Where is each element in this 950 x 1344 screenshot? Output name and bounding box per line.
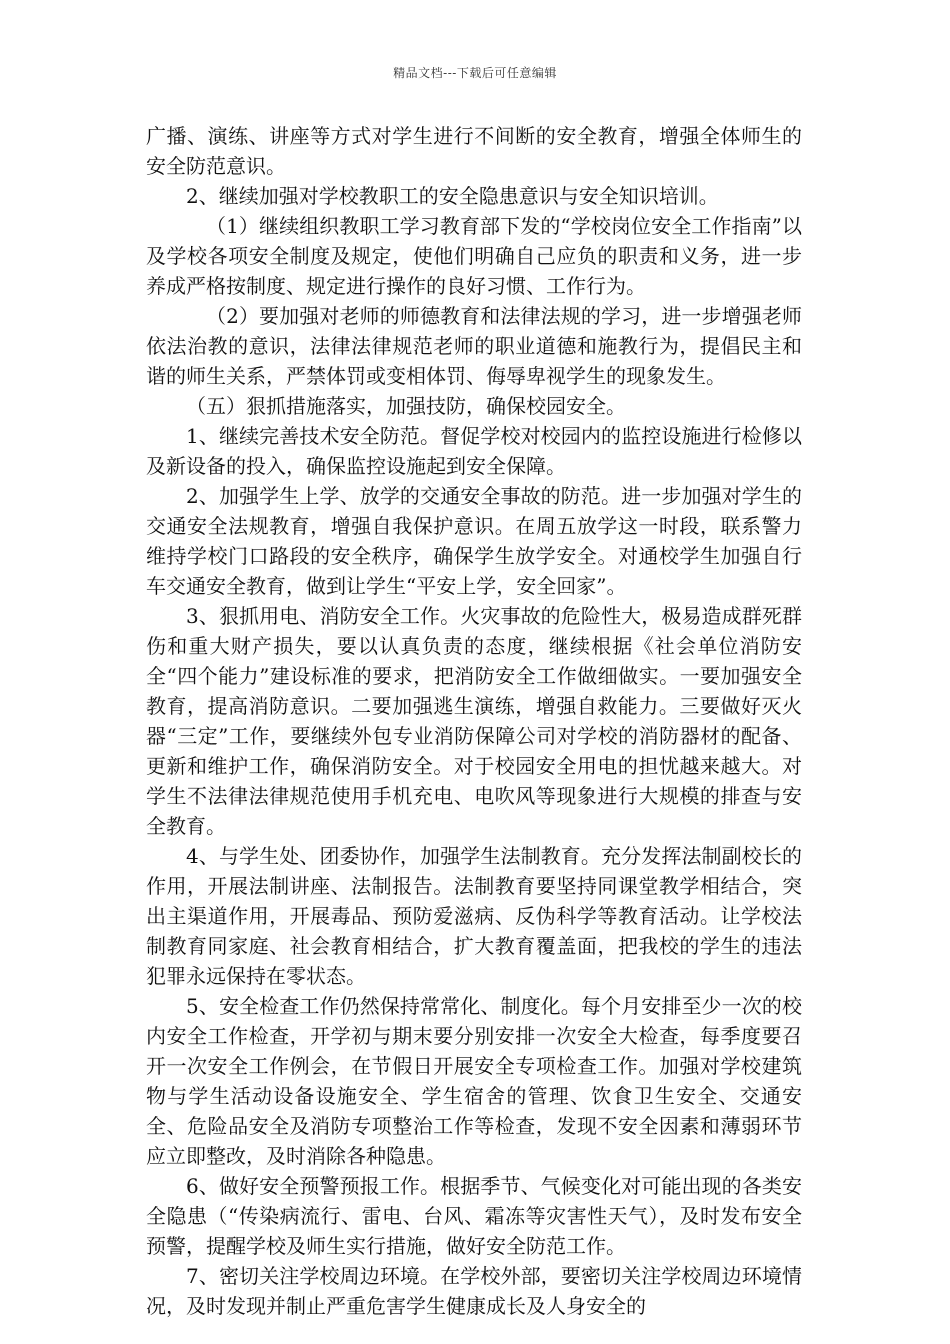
paragraph-item-5: 5、安全检查工作仍然保持常常化、制度化。每个月安排至少一次的校内安全工作检查，开学初与期末要分别安排一次安全大检查，每季度要召开一次安全工作例会，在节假日开展安全专项检查工作。加强对学校建筑物与学生活动设备设施安全、学生宿舍的管理、饮食卫生安全、交通安全、危险品安全及消防专项整治工作等检查，发现不安全因素和薄弱环节应立即整改，及时消除各种隐患。 xyxy=(146,994,802,1168)
paragraph-item-4: 4、与学生处、团委协作，加强学生法制教育。充分发挥法制副校长的作用，开展法制讲座、法制报告。法制教育要坚持同课堂教学相结合，突出主渠道作用，开展毒品、预防爱滋病、反伪科学等教育活动。让学校法制教育同家庭、社会教育相结合，扩大教育覆盖面，把我校的学生的违法犯罪永远保持在零状态。 xyxy=(146,844,802,988)
document-body xyxy=(146,121,802,1321)
paragraph-subitem-2: （2）要加强对老师的师德教育和法律法规的学习，进一步增强老师依法治教的意识，法律法律规范老师的职业道德和施教行为，提倡民主和谐的师生关系，严禁体罚或变相体罚、侮辱卑视学生的现象发生。 xyxy=(146,304,802,388)
paragraph-item-2: 2、继续加强对学校教职工的安全隐患意识与安全知识培训。 xyxy=(186,184,719,208)
paragraph-item-3: 3、狠抓用电、消防安全工作。火灾事故的危险性大，极易造成群死群伤和重大财产损失，要以认真负责的态度，继续根据《社会单位消防安全“四个能力”建设标准的要求，把消防安全工作做细做实。一要加强安全教育，提高消防意识。二要加强逃生演练，增强自救能力。三要做好灭火器“三定”工作，要继续外包专业消防保障公司对学校的消防器材的配备、更新和维护工作，确保消防安全。对于校园安全用电的担忧越来越大。对学生不法律法律规范使用手机充电、电吹风等现象进行大规模的排查与安全教育。 xyxy=(146,604,802,838)
page-header: 精品文档---下载后可任意编辑 xyxy=(393,66,557,80)
paragraph-subitem-1: （1）继续组织教职工学习教育部下发的“学校岗位安全工作指南”以及学校各项安全制度及规定，使他们明确自己应负的职责和义务，进一步养成严格按制度、规定进行操作的良好习惯、工作行为。 xyxy=(146,214,802,298)
paragraph-continuation: 广播、演练、讲座等方式对学生进行不间断的安全教育，增强全体师生的安全防范意识。 xyxy=(146,124,802,178)
paragraph-item-2-traffic: 2、加强学生上学、放学的交通安全事故的防范。进一步加强对学生的交通安全法规教育，增强自我保护意识。在周五放学这一时段，联系警力维持学校门口路段的安全秩序，确保学生放学安全。对通校学生加强自行车交通安全教育，做到让学生“平安上学，安全回家”。 xyxy=(146,484,802,598)
section-heading-5: （五）狠抓措施落实，加强技防，确保校园安全。 xyxy=(186,394,626,418)
paragraph-item-6: 6、做好安全预警预报工作。根据季节、气候变化对可能出现的各类安全隐患（“传染病流行、雷电、台风、霜冻等灾害性天气），及时发布安全预警，提醒学校及师生实行措施，做好安全防范工作。 xyxy=(146,1174,802,1258)
paragraph-item-7: 7、密切关注学校周边环境。在学校外部，要密切关注学校周边环境情况，及时发现并制止严重危害学生健康成长及人身安全的 xyxy=(146,1264,802,1318)
paragraph-item-1: 1、继续完善技术安全防范。督促学校对校园内的监控设施进行检修以及新设备的投入，确保监控设施起到安全保障。 xyxy=(146,424,802,478)
